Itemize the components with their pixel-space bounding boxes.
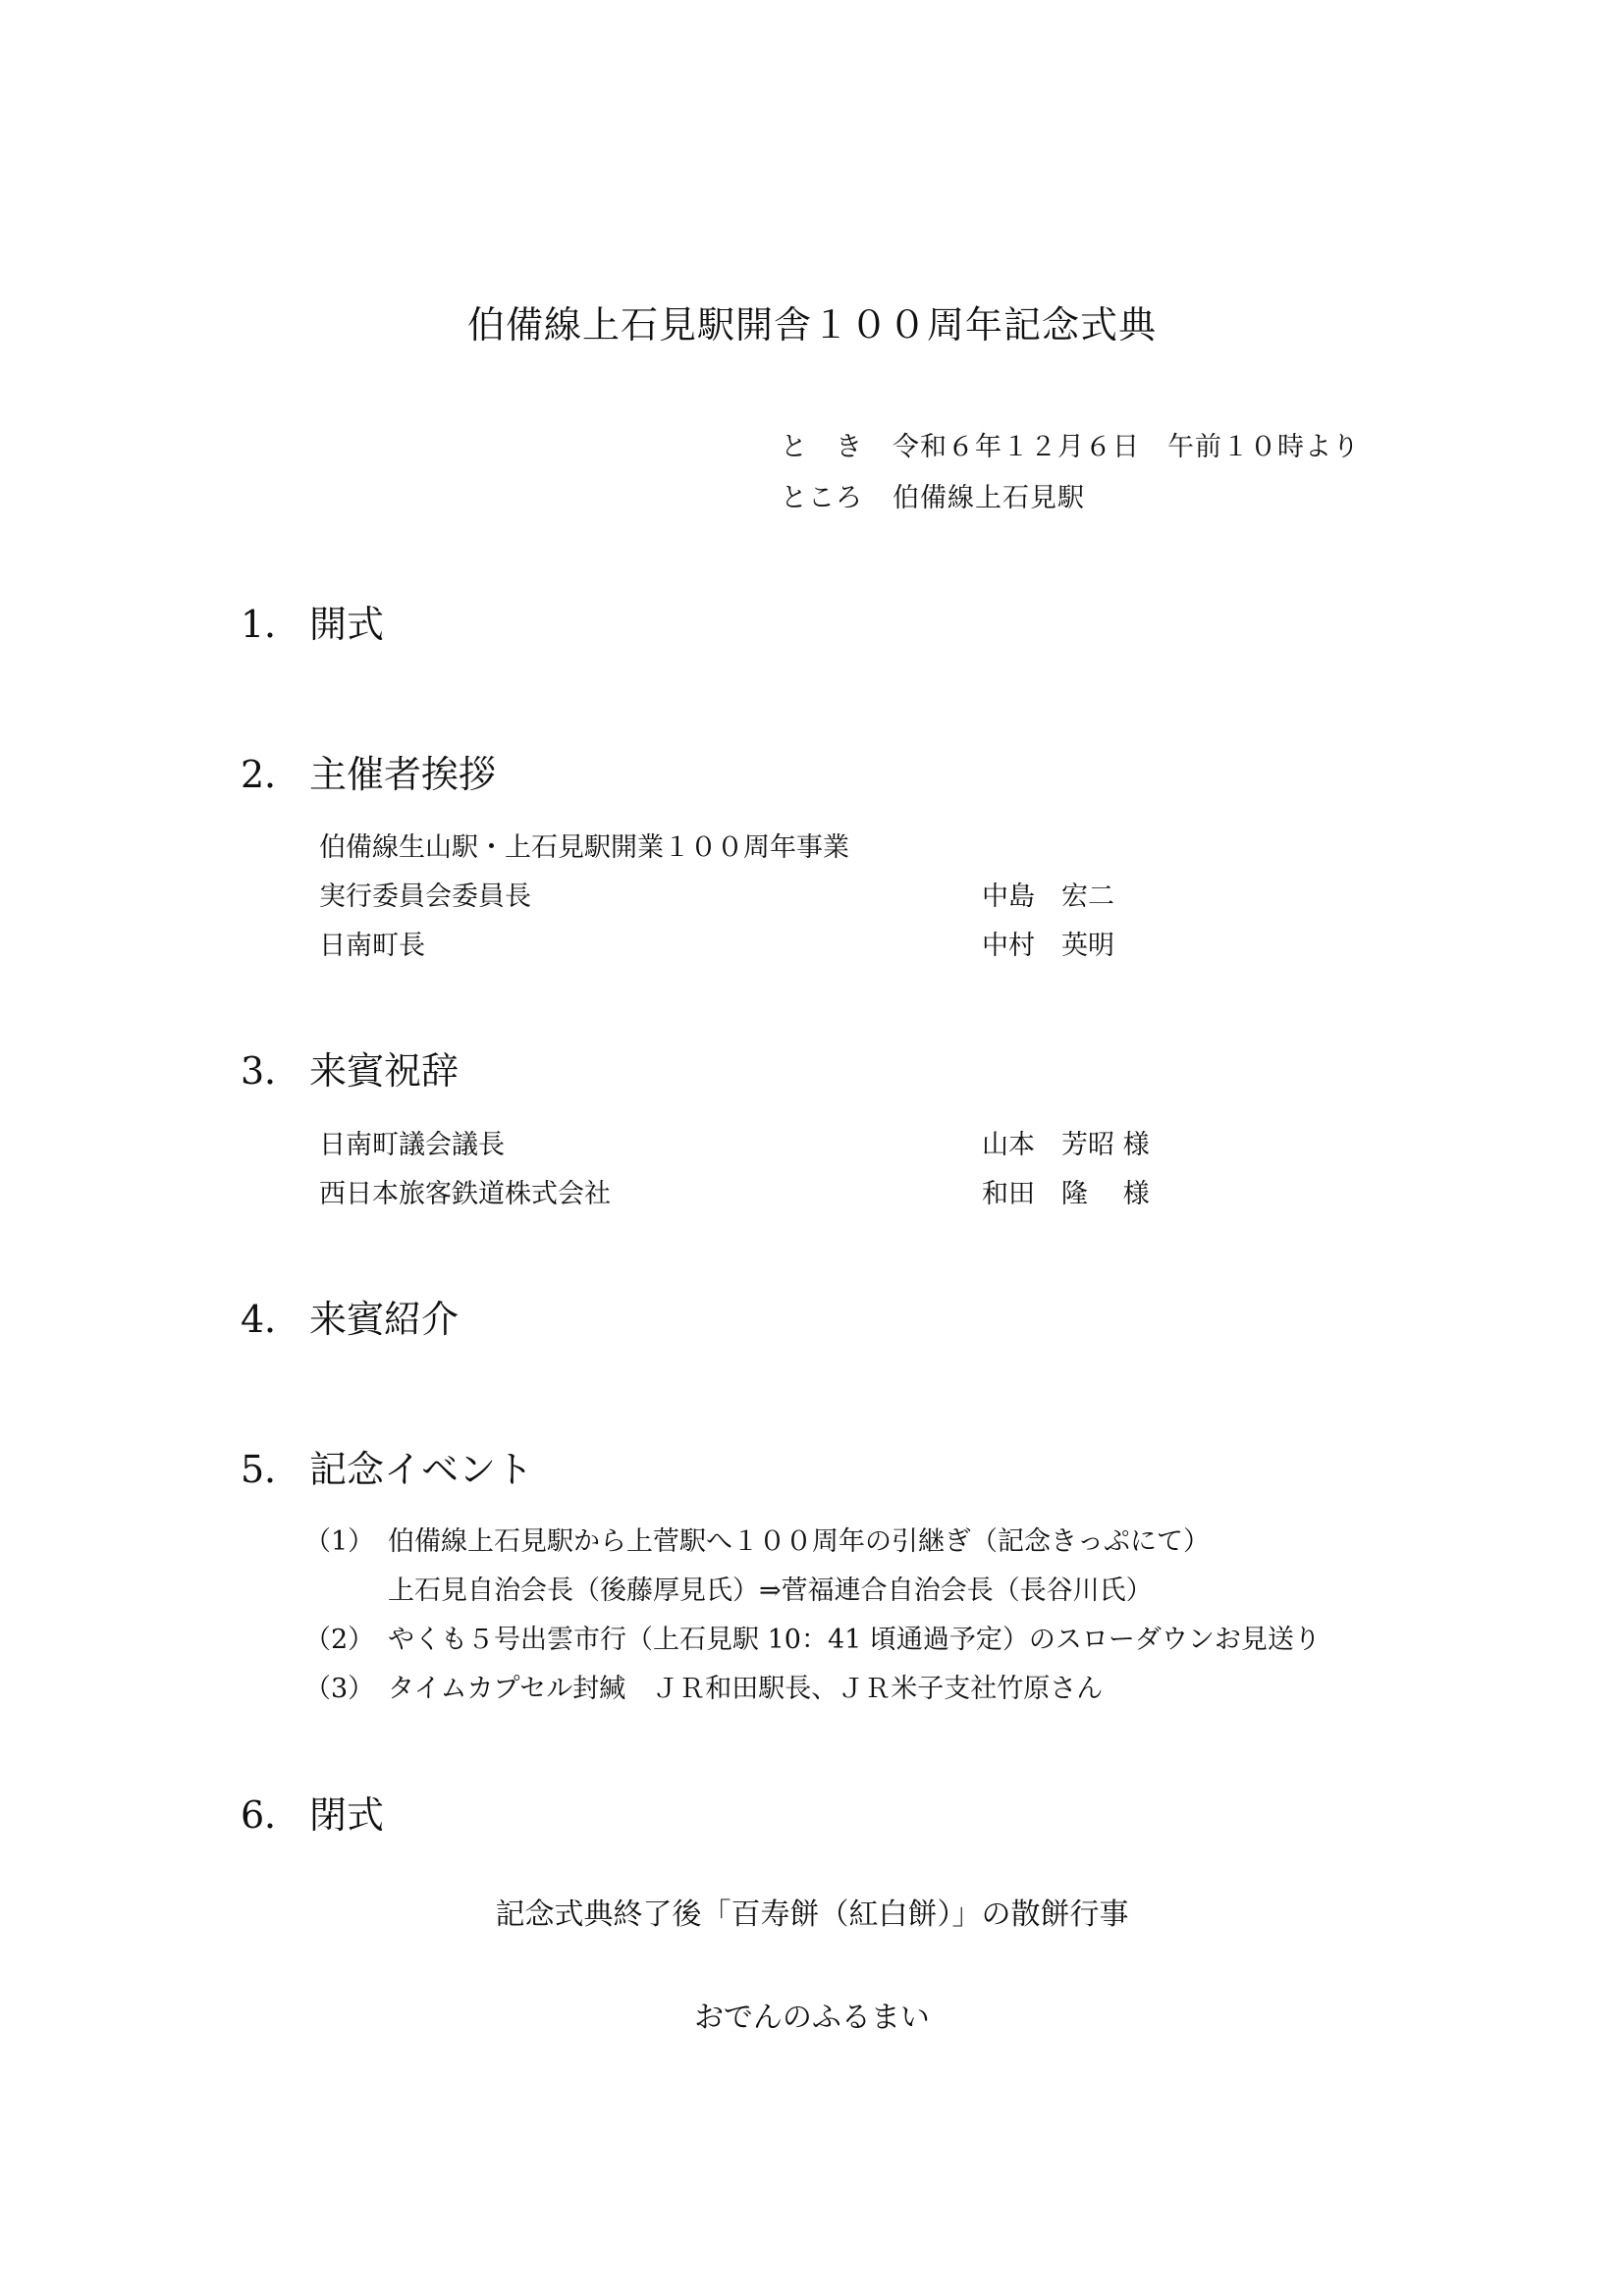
speaker-name: 中島 宏二	[982, 881, 1114, 912]
section-heading-opening	[241, 594, 384, 648]
section-title: 開式	[309, 603, 385, 646]
section-number: 4．	[241, 1298, 302, 1341]
guest-name: 山本 芳昭 様	[982, 1130, 1150, 1160]
section-heading-guest-introduction	[241, 1289, 459, 1343]
date-value: 令和６年１２月６日 午前１０時より	[893, 432, 1360, 462]
guest-role: 西日本旅客鉄道株式会社	[319, 1179, 611, 1209]
section-title: 閉式	[309, 1793, 385, 1837]
event-number: （3）	[304, 1674, 375, 1704]
guest-role: 日南町議会議長	[319, 1130, 505, 1160]
speaker-role: 実行委員会委員長	[319, 881, 531, 912]
closing-note-mochi: 記念式典終了後「百寿餅（紅白餅）」の散餅行事	[495, 1897, 1129, 1932]
guest-name: 和田 隆 様	[982, 1179, 1150, 1209]
location-label: ところ	[781, 483, 863, 513]
event-number: （2）	[304, 1625, 375, 1655]
speaker-name: 中村 英明	[982, 931, 1114, 961]
speaker-role: 日南町長	[319, 931, 425, 961]
event-line: 伯備線上石見駅から上菅駅へ１００周年の引継ぎ（記念きっぷにて）	[388, 1526, 1210, 1557]
section-heading-commemorative-events	[241, 1439, 533, 1493]
event-line: タイムカプセル封緘 ＪＲ和田駅長、ＪＲ米子支社竹原さん	[388, 1674, 1104, 1704]
section-heading-guest-speeches	[241, 1041, 459, 1095]
section-number: 1．	[241, 603, 302, 646]
closing-note-oden: おでんのふるまい	[694, 2001, 930, 2035]
event-line: 上石見自治会長（後藤厚見氏）⇒菅福連合自治会長（長谷川氏）	[388, 1575, 1153, 1606]
section-title: 記念イベント	[309, 1448, 534, 1491]
section-number: 2．	[241, 753, 302, 796]
section-title: 来賓祝辞	[309, 1049, 460, 1093]
section-number: 6．	[241, 1793, 302, 1837]
section-number: 3．	[241, 1049, 302, 1093]
date-label: と き	[781, 432, 863, 462]
event-number: （1）	[304, 1526, 375, 1557]
event-line: やくも５号出雲市行（上石見駅 10：41 頃通過予定）のスローダウンお見送り	[388, 1625, 1321, 1655]
date-line	[781, 425, 1360, 463]
section-heading-closing	[241, 1785, 384, 1839]
section-title: 主催者挨拶	[309, 753, 497, 796]
location-value: 伯備線上石見駅	[893, 483, 1085, 513]
host-organization: 伯備線生山駅・上石見駅開業１００周年事業	[319, 832, 849, 863]
section-title: 来賓紹介	[309, 1298, 460, 1341]
location-line	[781, 476, 1085, 514]
section-heading-host-greeting	[241, 744, 496, 798]
document-title: 伯備線上石見駅開舎１００周年記念式典	[466, 303, 1157, 347]
section-number: 5．	[241, 1448, 302, 1491]
